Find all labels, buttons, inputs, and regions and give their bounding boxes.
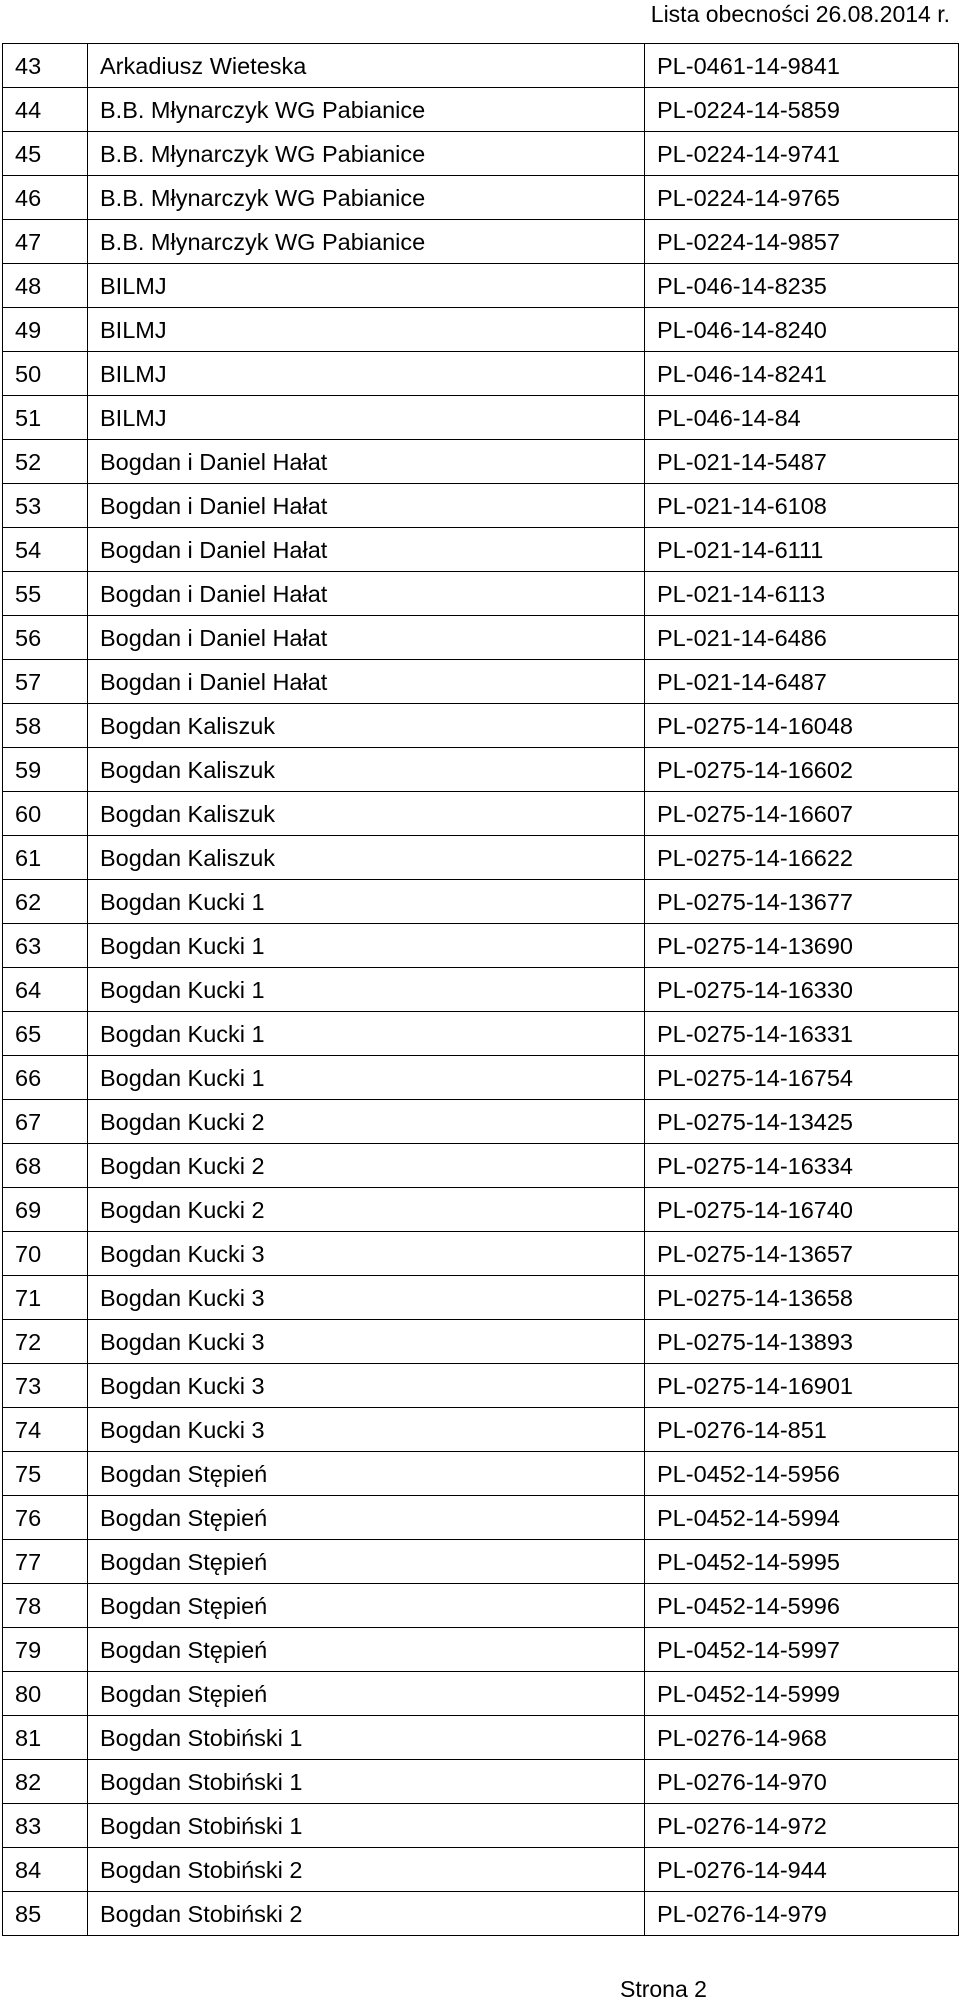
table-row xyxy=(3,616,959,660)
table-row xyxy=(3,1804,959,1848)
participant-name: Bogdan Kucki 3 xyxy=(88,1232,645,1276)
registration-code: PL-0276-14-972 xyxy=(645,1804,959,1848)
row-number: 67 xyxy=(3,1100,88,1144)
registration-code: PL-0224-14-9765 xyxy=(645,176,959,220)
participant-name: Bogdan Stobiński 2 xyxy=(88,1848,645,1892)
table-row xyxy=(3,88,959,132)
table-row xyxy=(3,1364,959,1408)
row-number: 46 xyxy=(3,176,88,220)
row-number: 44 xyxy=(3,88,88,132)
table-row xyxy=(3,1628,959,1672)
table-row xyxy=(3,968,959,1012)
participant-name: Bogdan Kucki 3 xyxy=(88,1320,645,1364)
table-row xyxy=(3,1012,959,1056)
table-row xyxy=(3,44,959,88)
registration-code: PL-0452-14-5994 xyxy=(645,1496,959,1540)
registration-code: PL-0276-14-851 xyxy=(645,1408,959,1452)
registration-code: PL-0275-14-13690 xyxy=(645,924,959,968)
participant-name: Bogdan Kaliszuk xyxy=(88,792,645,836)
participant-name: Bogdan Kucki 1 xyxy=(88,968,645,1012)
participant-name: Bogdan Stobiński 1 xyxy=(88,1760,645,1804)
row-number: 69 xyxy=(3,1188,88,1232)
participant-name: Bogdan Stępień xyxy=(88,1628,645,1672)
participant-name: B.B. Młynarczyk WG Pabianice xyxy=(88,88,645,132)
registration-code: PL-0275-14-13657 xyxy=(645,1232,959,1276)
participant-name: Bogdan i Daniel Hałat xyxy=(88,572,645,616)
registration-code: PL-021-14-6487 xyxy=(645,660,959,704)
row-number: 84 xyxy=(3,1848,88,1892)
participant-name: Bogdan Stępień xyxy=(88,1540,645,1584)
table-row xyxy=(3,792,959,836)
row-number: 55 xyxy=(3,572,88,616)
registration-code: PL-021-14-5487 xyxy=(645,440,959,484)
participant-name: Bogdan Kucki 1 xyxy=(88,880,645,924)
table-row xyxy=(3,308,959,352)
table-row xyxy=(3,704,959,748)
table-row xyxy=(3,220,959,264)
participant-name: Arkadiusz Wieteska xyxy=(88,44,645,88)
row-number: 82 xyxy=(3,1760,88,1804)
table-row xyxy=(3,1716,959,1760)
document-title: Lista obecności 26.08.2014 r. xyxy=(650,1,950,27)
registration-code: PL-021-14-6111 xyxy=(645,528,959,572)
row-number: 60 xyxy=(3,792,88,836)
attendance-table xyxy=(2,43,959,1936)
participant-name: Bogdan Stępień xyxy=(88,1452,645,1496)
participant-name: Bogdan Kaliszuk xyxy=(88,704,645,748)
row-number: 58 xyxy=(3,704,88,748)
row-number: 49 xyxy=(3,308,88,352)
registration-code: PL-046-14-8241 xyxy=(645,352,959,396)
registration-code: PL-0275-14-13425 xyxy=(645,1100,959,1144)
table-row xyxy=(3,440,959,484)
table-row xyxy=(3,1452,959,1496)
registration-code: PL-0276-14-979 xyxy=(645,1892,959,1936)
table-row xyxy=(3,528,959,572)
participant-name: Bogdan Stępień xyxy=(88,1584,645,1628)
row-number: 47 xyxy=(3,220,88,264)
registration-code: PL-0275-14-16330 xyxy=(645,968,959,1012)
registration-code: PL-0276-14-968 xyxy=(645,1716,959,1760)
participant-name: B.B. Młynarczyk WG Pabianice xyxy=(88,132,645,176)
table-row xyxy=(3,1232,959,1276)
row-number: 80 xyxy=(3,1672,88,1716)
participant-name: Bogdan Stobiński 1 xyxy=(88,1804,645,1848)
registration-code: PL-0461-14-9841 xyxy=(645,44,959,88)
registration-code: PL-0452-14-5997 xyxy=(645,1628,959,1672)
table-row xyxy=(3,1848,959,1892)
row-number: 78 xyxy=(3,1584,88,1628)
registration-code: PL-0275-14-13677 xyxy=(645,880,959,924)
participant-name: Bogdan Kucki 3 xyxy=(88,1276,645,1320)
participant-name: Bogdan i Daniel Hałat xyxy=(88,440,645,484)
participant-name: B.B. Młynarczyk WG Pabianice xyxy=(88,220,645,264)
table-row xyxy=(3,1760,959,1804)
participant-name: Bogdan i Daniel Hałat xyxy=(88,528,645,572)
row-number: 52 xyxy=(3,440,88,484)
table-row xyxy=(3,880,959,924)
participant-name: BILMJ xyxy=(88,352,645,396)
registration-code: PL-0452-14-5995 xyxy=(645,1540,959,1584)
table-row xyxy=(3,1496,959,1540)
participant-name: BILMJ xyxy=(88,308,645,352)
table-row xyxy=(3,1584,959,1628)
table-row xyxy=(3,1320,959,1364)
participant-name: BILMJ xyxy=(88,396,645,440)
row-number: 85 xyxy=(3,1892,88,1936)
page-number: Strona 2 xyxy=(620,1976,707,2002)
row-number: 81 xyxy=(3,1716,88,1760)
participant-name: Bogdan Kaliszuk xyxy=(88,748,645,792)
registration-code: PL-0275-14-16334 xyxy=(645,1144,959,1188)
row-number: 61 xyxy=(3,836,88,880)
row-number: 48 xyxy=(3,264,88,308)
registration-code: PL-046-14-84 xyxy=(645,396,959,440)
registration-code: PL-0275-14-13658 xyxy=(645,1276,959,1320)
row-number: 73 xyxy=(3,1364,88,1408)
table-row xyxy=(3,264,959,308)
table-row xyxy=(3,836,959,880)
registration-code: PL-0276-14-944 xyxy=(645,1848,959,1892)
registration-code: PL-0276-14-970 xyxy=(645,1760,959,1804)
row-number: 50 xyxy=(3,352,88,396)
registration-code: PL-0275-14-16602 xyxy=(645,748,959,792)
table-row xyxy=(3,484,959,528)
table-row xyxy=(3,1276,959,1320)
row-number: 59 xyxy=(3,748,88,792)
table-row xyxy=(3,132,959,176)
table-row xyxy=(3,1408,959,1452)
row-number: 57 xyxy=(3,660,88,704)
participant-name: B.B. Młynarczyk WG Pabianice xyxy=(88,176,645,220)
table-row xyxy=(3,572,959,616)
registration-code: PL-046-14-8240 xyxy=(645,308,959,352)
row-number: 56 xyxy=(3,616,88,660)
table-row xyxy=(3,352,959,396)
participant-name: Bogdan i Daniel Hałat xyxy=(88,660,645,704)
table-row xyxy=(3,176,959,220)
registration-code: PL-0275-14-16901 xyxy=(645,1364,959,1408)
participant-name: Bogdan Stępień xyxy=(88,1496,645,1540)
table-row xyxy=(3,1056,959,1100)
participant-name: Bogdan Kucki 2 xyxy=(88,1144,645,1188)
row-number: 63 xyxy=(3,924,88,968)
row-number: 43 xyxy=(3,44,88,88)
registration-code: PL-0275-14-16754 xyxy=(645,1056,959,1100)
registration-code: PL-0452-14-5996 xyxy=(645,1584,959,1628)
participant-name: Bogdan Kucki 3 xyxy=(88,1364,645,1408)
table-row xyxy=(3,1188,959,1232)
row-number: 45 xyxy=(3,132,88,176)
table-row xyxy=(3,660,959,704)
row-number: 64 xyxy=(3,968,88,1012)
table-row xyxy=(3,1540,959,1584)
registration-code: PL-0452-14-5956 xyxy=(645,1452,959,1496)
row-number: 76 xyxy=(3,1496,88,1540)
registration-code: PL-0275-14-16331 xyxy=(645,1012,959,1056)
row-number: 77 xyxy=(3,1540,88,1584)
participant-name: Bogdan i Daniel Hałat xyxy=(88,616,645,660)
participant-name: Bogdan Kucki 1 xyxy=(88,924,645,968)
row-number: 79 xyxy=(3,1628,88,1672)
participant-name: Bogdan Kaliszuk xyxy=(88,836,645,880)
participant-name: Bogdan Stobiński 1 xyxy=(88,1716,645,1760)
row-number: 51 xyxy=(3,396,88,440)
participant-name: BILMJ xyxy=(88,264,645,308)
table-row xyxy=(3,748,959,792)
attendance-table-body xyxy=(3,44,959,1936)
row-number: 74 xyxy=(3,1408,88,1452)
participant-name: Bogdan Kucki 1 xyxy=(88,1056,645,1100)
registration-code: PL-0275-14-16740 xyxy=(645,1188,959,1232)
registration-code: PL-0275-14-13893 xyxy=(645,1320,959,1364)
table-row xyxy=(3,1892,959,1936)
row-number: 66 xyxy=(3,1056,88,1100)
registration-code: PL-021-14-6108 xyxy=(645,484,959,528)
row-number: 83 xyxy=(3,1804,88,1848)
registration-code: PL-046-14-8235 xyxy=(645,264,959,308)
table-row xyxy=(3,1672,959,1716)
registration-code: PL-021-14-6113 xyxy=(645,572,959,616)
participant-name: Bogdan Kucki 2 xyxy=(88,1100,645,1144)
table-row xyxy=(3,924,959,968)
registration-code: PL-0224-14-9857 xyxy=(645,220,959,264)
participant-name: Bogdan Stępień xyxy=(88,1672,645,1716)
registration-code: PL-0224-14-5859 xyxy=(645,88,959,132)
row-number: 62 xyxy=(3,880,88,924)
registration-code: PL-0275-14-16622 xyxy=(645,836,959,880)
registration-code: PL-0275-14-16048 xyxy=(645,704,959,748)
row-number: 75 xyxy=(3,1452,88,1496)
registration-code: PL-0224-14-9741 xyxy=(645,132,959,176)
participant-name: Bogdan Kucki 2 xyxy=(88,1188,645,1232)
table-row xyxy=(3,1144,959,1188)
row-number: 53 xyxy=(3,484,88,528)
participant-name: Bogdan Stobiński 2 xyxy=(88,1892,645,1936)
row-number: 65 xyxy=(3,1012,88,1056)
table-row xyxy=(3,1100,959,1144)
row-number: 70 xyxy=(3,1232,88,1276)
row-number: 71 xyxy=(3,1276,88,1320)
row-number: 54 xyxy=(3,528,88,572)
participant-name: Bogdan Kucki 3 xyxy=(88,1408,645,1452)
registration-code: PL-021-14-6486 xyxy=(645,616,959,660)
participant-name: Bogdan Kucki 1 xyxy=(88,1012,645,1056)
table-row xyxy=(3,396,959,440)
row-number: 68 xyxy=(3,1144,88,1188)
registration-code: PL-0275-14-16607 xyxy=(645,792,959,836)
registration-code: PL-0452-14-5999 xyxy=(645,1672,959,1716)
participant-name: Bogdan i Daniel Hałat xyxy=(88,484,645,528)
row-number: 72 xyxy=(3,1320,88,1364)
